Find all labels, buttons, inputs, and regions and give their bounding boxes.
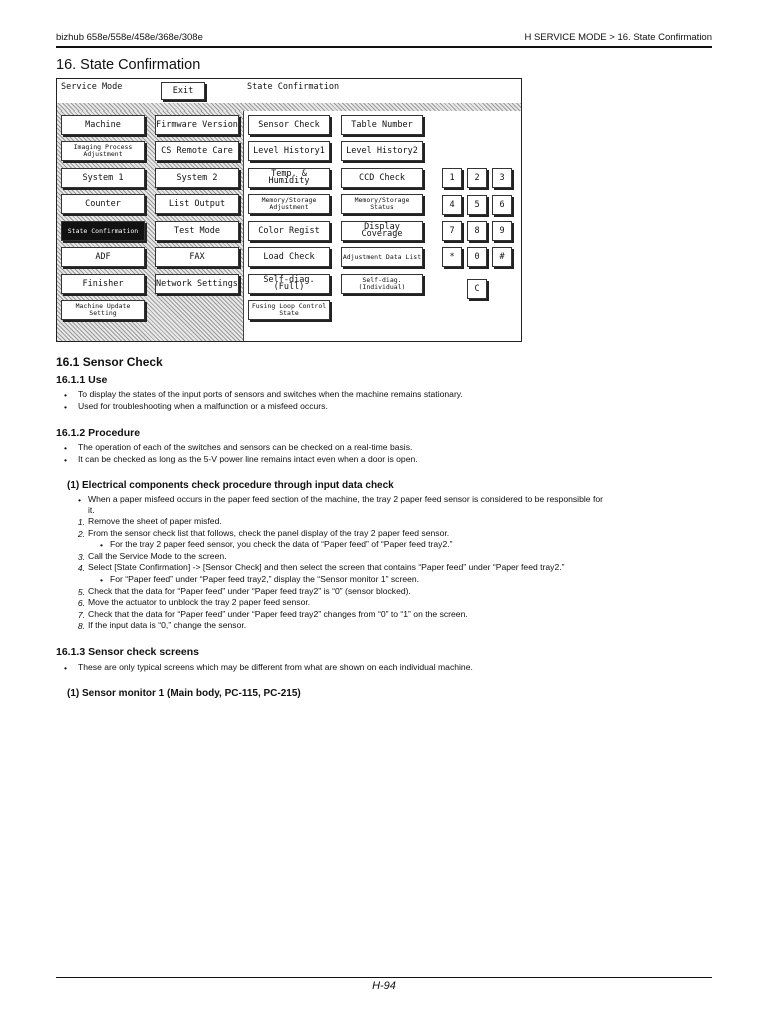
step-text: Check that the data for “Paper feed” under “Paper feed tray2” is “0” (sensor blocked).	[88, 585, 411, 596]
function-button-memory-storage-adjustment[interactable]: Memory/Storage Adjustment	[248, 194, 330, 214]
keypad-key[interactable]: 1	[442, 168, 462, 188]
panel-top-bar	[57, 79, 521, 103]
header-breadcrumb: H SERVICE MODE > 16. State Confirmation	[524, 32, 712, 43]
category-button-state-confirmation[interactable]: State Confirmation	[61, 221, 145, 241]
step-subnote: For the tray 2 paper feed sensor, you check the data of “Paper feed” of “Paper feed tray2.”	[110, 539, 453, 550]
step-number: 6.	[77, 598, 85, 609]
category-button-machine[interactable]: Machine	[61, 115, 145, 135]
use-item: Used for troubleshooting when a malfunction or a misfeed occurs.	[78, 401, 328, 411]
category-button-imaging-process-adjustment[interactable]: Imaging Process Adjustment	[61, 141, 145, 161]
function-button-temp-humidity[interactable]: Temp. & Humidity	[248, 168, 330, 188]
function-button-adjustment-data-list[interactable]: Adjustment Data List	[341, 247, 423, 267]
category-button-firmware-version[interactable]: Firmware Version	[155, 115, 239, 135]
electrical-check-bullet: When a paper misfeed occurs in the paper feed section of the machine, the tray 2 paper feed sensor is considered to be responsible for	[88, 494, 603, 504]
function-button-color-regist[interactable]: Color Regist	[248, 221, 330, 241]
electrical-check-bullet-cont: it.	[88, 505, 95, 515]
step-text: From the sensor check list that follows, check the panel display of the tray 2 paper feed sensor.	[88, 527, 450, 538]
step-text: Check that the data for “Paper feed” under “Paper feed tray2” changes from “0” to “1” on the screen.	[88, 608, 468, 619]
keypad-key[interactable]: 3	[492, 168, 512, 188]
section-16-1-3-title: 16.1.3 Sensor check screens	[56, 646, 200, 658]
category-button-list-output[interactable]: List Output	[155, 194, 239, 214]
panel-hatch-band	[57, 103, 521, 111]
state-confirmation-label: State Confirmation	[247, 82, 340, 92]
electrical-check-title: (1) Electrical components check procedure through input data check	[67, 480, 394, 491]
keypad-key[interactable]: 2	[467, 168, 487, 188]
procedure-item: The operation of each of the switches and sensors can be checked on a real-time basis.	[78, 442, 413, 452]
step-text: Move the actuator to unblock the tray 2 paper feed sensor.	[88, 597, 311, 608]
step-number: 8.	[77, 621, 85, 632]
step-number: 7.	[77, 609, 85, 620]
screens-item: These are only typical screens which may be different from what are shown on each individual machine.	[78, 662, 473, 672]
section-title: 16. State Confirmation	[56, 57, 201, 73]
category-button-fax[interactable]: FAX	[155, 247, 239, 267]
function-button-sensor-check[interactable]: Sensor Check	[248, 115, 330, 135]
keypad-key[interactable]: 6	[492, 195, 512, 215]
keypad-key[interactable]: 7	[442, 221, 462, 241]
step-text: Call the Service Mode to the screen.	[88, 550, 227, 561]
function-button-display-coverage[interactable]: Display Coverage	[341, 221, 423, 241]
category-button-adf[interactable]: ADF	[61, 247, 145, 267]
header-model: bizhub 658e/558e/458e/368e/308e	[56, 32, 203, 43]
section-16-1-1-title: 16.1.1 Use	[56, 374, 108, 386]
page-header	[56, 30, 712, 46]
page-number: H-94	[372, 980, 396, 992]
function-button-level-history2[interactable]: Level History2	[341, 141, 423, 161]
state-confirmation-panel	[56, 78, 522, 342]
step-text: Select [State Confirmation] -> [Sensor Check] and then select the screen that contains “Paper feed” under “Paper feed tray2.”	[88, 562, 565, 573]
function-button-self-diag-full[interactable]: Self-diag.(Full)	[248, 274, 330, 294]
keypad-key[interactable]: #	[492, 247, 512, 267]
function-button-memory-storage-status[interactable]: Memory/Storage Status	[341, 194, 423, 214]
category-button-network-settings[interactable]: Network Settings	[155, 274, 239, 294]
keypad-key[interactable]: 4	[442, 195, 462, 215]
footer-rule	[56, 977, 712, 978]
keypad-key[interactable]: 0	[467, 247, 487, 267]
category-pane	[57, 111, 243, 341]
service-mode-label: Service Mode	[61, 82, 123, 92]
category-button-machine-update-setting[interactable]: Machine Update Setting	[61, 300, 145, 320]
sensor-monitor-title: (1) Sensor monitor 1 (Main body, PC-115, PC-215)	[67, 688, 301, 699]
function-button-table-number[interactable]: Table Number	[341, 115, 423, 135]
step-number: 3.	[77, 551, 85, 562]
function-button-load-check[interactable]: Load Check	[248, 247, 330, 267]
function-button-level-history1[interactable]: Level History1	[248, 141, 330, 161]
category-button-counter[interactable]: Counter	[61, 194, 145, 214]
step-subnote: For “Paper feed” under “Paper feed tray2,” display the “Sensor monitor 1” screen.	[110, 574, 420, 584]
function-button-ccd-check[interactable]: CCD Check	[341, 168, 423, 188]
step-text: If the input data is “0,” change the sensor.	[88, 620, 247, 631]
keypad-key[interactable]: C	[467, 279, 487, 299]
category-button-test-mode[interactable]: Test Mode	[155, 221, 239, 241]
step-text: Remove the sheet of paper misfed.	[88, 516, 222, 526]
keypad-key[interactable]: 5	[467, 195, 487, 215]
use-item: To display the states of the input ports of sensors and switches when the machine remains stationary.	[78, 389, 463, 399]
step-number: 4.	[77, 563, 85, 574]
step-number: 2.	[77, 528, 85, 539]
function-button-fusing-loop-control-state[interactable]: Fusing Loop Control State	[248, 300, 330, 320]
keypad-key[interactable]: *	[442, 247, 462, 267]
category-button-system-2[interactable]: System 2	[155, 168, 239, 188]
keypad-key[interactable]: 8	[467, 221, 487, 241]
function-pane	[243, 111, 522, 341]
category-button-system-1[interactable]: System 1	[61, 168, 145, 188]
header-rule	[56, 46, 712, 48]
category-button-cs-remote-care[interactable]: CS Remote Care	[155, 141, 239, 161]
section-16-1-2-title: 16.1.2 Procedure	[56, 427, 141, 439]
exit-button[interactable]: Exit	[161, 82, 205, 100]
keypad-key[interactable]: 9	[492, 221, 512, 241]
step-number: 5.	[77, 586, 85, 597]
procedure-item: It can be checked as long as the 5-V power line remains intact even when a door is open.	[78, 454, 418, 464]
section-16-1-title: 16.1 Sensor Check	[56, 355, 163, 369]
function-button-self-diag-individual[interactable]: Self-diag.(Individual)	[341, 274, 423, 294]
step-number: 1.	[77, 517, 85, 527]
category-button-finisher[interactable]: Finisher	[61, 274, 145, 294]
